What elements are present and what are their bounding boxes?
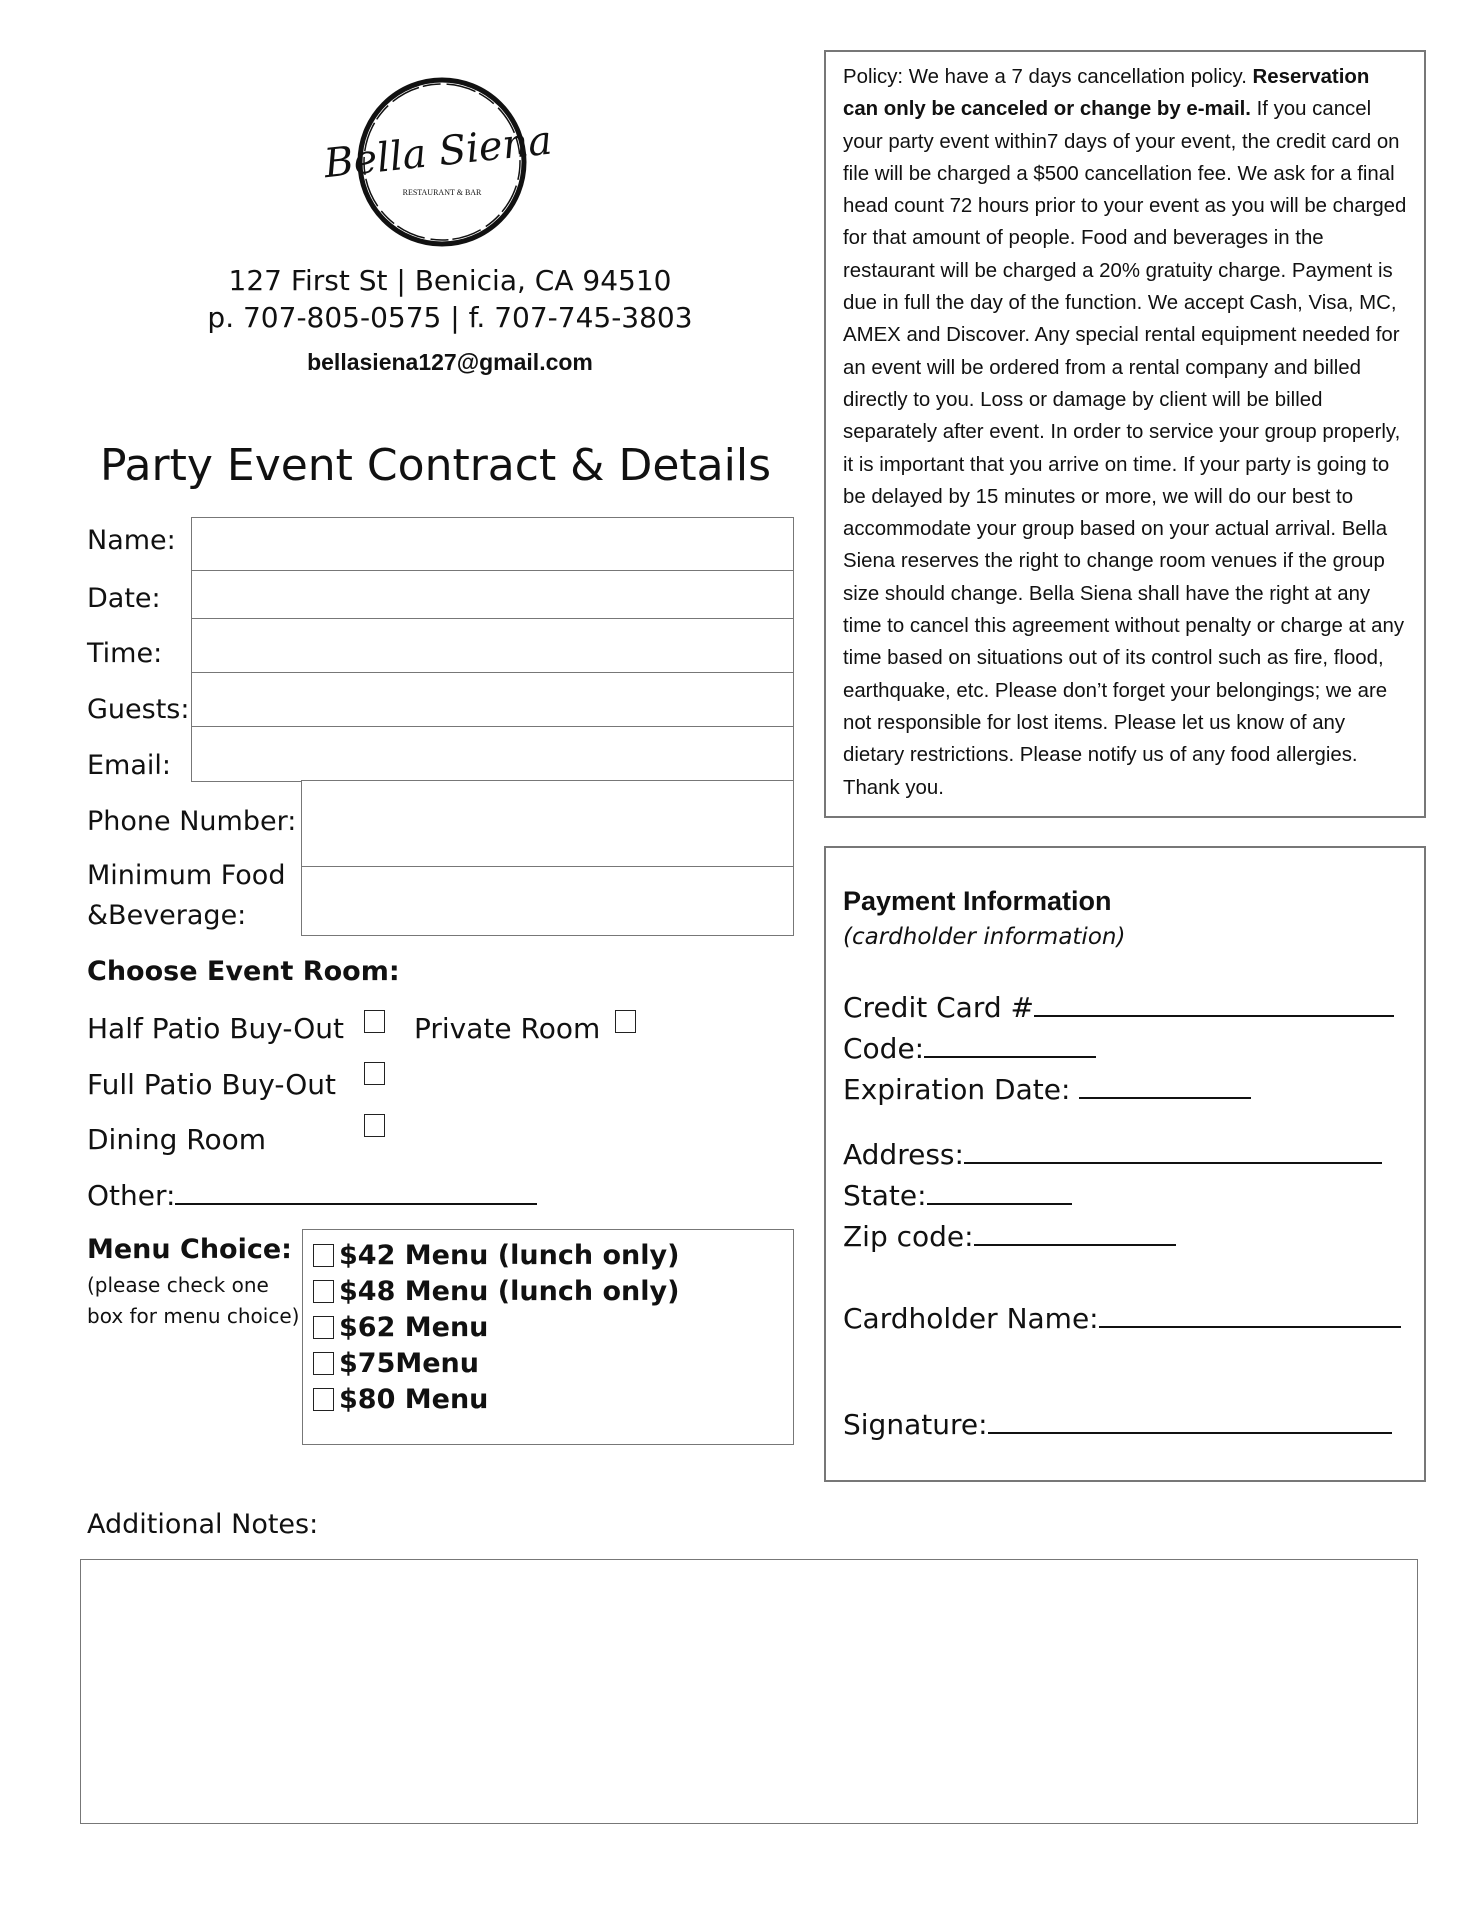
guests-field[interactable] [191,672,794,728]
phone-label: Phone Number: [87,806,297,837]
email-label: Email: [87,750,172,781]
restaurant-email: bellasiena127@gmail.com [307,349,593,375]
min-beverage-label: &Beverage: [87,900,247,931]
half-patio-label: Half Patio Buy-Out [87,1012,345,1045]
menu-checkbox[interactable] [313,1352,334,1375]
phone-field[interactable] [301,780,794,868]
address-label: Address: [843,1138,964,1171]
policy-lead: Policy: We have a 7 days cancellation policy. [843,66,1253,88]
code-label: Code: [843,1032,925,1065]
name-label: Name: [87,525,176,556]
menu-option-label: $42 Menu (lunch only) [339,1240,680,1271]
expiration-line[interactable] [1079,1075,1251,1099]
code-line[interactable] [924,1034,1096,1058]
expiration-field[interactable] [843,1073,1251,1106]
signature-field[interactable] [843,1408,1392,1441]
menu-note-line2: box for menu choice) [87,1304,300,1328]
bella-siena-logo [321,73,555,251]
menu-option-label: $48 Menu (lunch only) [339,1276,680,1307]
choose-room-heading: Choose Event Room: [87,956,400,987]
policy-bold-text: Reservation can only be canceled or change by e-mail. [843,66,1370,121]
credit-card-label: Credit Card # [843,991,1034,1024]
credit-card-field[interactable] [843,991,1394,1024]
min-food-beverage-field[interactable] [301,866,794,936]
menu-option-label: $75Menu [339,1348,479,1379]
code-field[interactable] [843,1032,1096,1065]
state-label: State: [843,1179,927,1212]
email-field[interactable] [191,726,794,782]
date-label: Date: [87,583,161,614]
additional-notes-field[interactable] [80,1559,1418,1824]
address-line[interactable] [964,1140,1382,1164]
dining-room-label: Dining Room [87,1123,267,1156]
menu-option[interactable] [313,1312,488,1343]
restaurant-address: 127 First St | Benicia, CA 94510 [228,264,672,297]
logo-tagline: RESTAURANT & BAR [402,188,482,197]
full-patio-label: Full Patio Buy-Out [87,1068,337,1101]
half-patio-checkbox[interactable] [364,1010,385,1033]
payment-heading: Payment Information [843,886,1112,916]
menu-option-label: $62 Menu [339,1312,489,1343]
date-field[interactable] [191,570,794,620]
address-field[interactable] [843,1138,1382,1171]
menu-checkbox[interactable] [313,1316,334,1339]
time-label: Time: [87,638,163,669]
name-field[interactable] [191,517,794,572]
credit-card-line[interactable] [1034,993,1394,1017]
zip-field[interactable] [843,1220,1176,1253]
time-field[interactable] [191,618,794,674]
menu-checkbox[interactable] [313,1388,334,1411]
cardholder-label: Cardholder Name: [843,1302,1099,1335]
policy-body: If you cancel your party event within7 days of your event, the credit card on file will be charged a $500 cancellation fee. We ask for a final head count 72 hours prior to your event as you will be charged for that amount of people. Food and beverages in the restaurant will be charged a 20% gratuity charge. Payment is due in full the day of the function. We accept Cash, Visa, MC, AMEX and Discover. Any special rental equipment needed for an event will be ordered from a rental company and billed directly to you. Loss or damage by client will be billed separately after event. In order to service your group properly, it is important that you arrive on time. If your party is going to be delayed by 15 minutes or more, we will do our best to accommodate your group based on your actual arrival. Bella Siena reserves the right to change room venues if the group size should change. Bella Siena shall have the right at any time to cancel this agreement without penalty or charge at any time based on situations out of its control such as fire, flood, earthquake, etc. Please don’t forget your belongings; we are not responsible for lost items. Please let us know of any dietary restrictions. Please notify us of any food allergies. Thank you. [843,98,1407,799]
private-room-label: Private Room [414,1012,601,1045]
logo-name: Bella Siena [321,117,555,188]
menu-option-label: $80 Menu [339,1384,489,1415]
guests-label: Guests: [87,694,190,725]
full-patio-checkbox[interactable] [364,1062,385,1085]
other-room[interactable] [87,1179,537,1212]
other-label: Other: [87,1179,176,1212]
payment-subheading: (cardholder information) [843,924,1126,950]
dining-room-checkbox[interactable] [364,1114,385,1137]
payment-info-box [824,846,1426,1482]
menu-option[interactable] [313,1384,488,1415]
menu-option[interactable] [313,1276,679,1307]
menu-choice-box [302,1229,794,1445]
zip-line[interactable] [974,1222,1176,1246]
restaurant-phone-fax: p. 707-805-0575 | f. 707-745-3803 [207,301,693,334]
cardholder-line[interactable] [1099,1304,1401,1328]
menu-choice-heading: Menu Choice: [87,1234,292,1265]
other-line[interactable] [175,1181,537,1205]
signature-label: Signature: [843,1408,988,1441]
expiration-label: Expiration Date: [843,1073,1080,1106]
state-field[interactable] [843,1179,1072,1212]
menu-checkbox[interactable] [313,1244,334,1267]
additional-notes-label: Additional Notes: [87,1509,319,1540]
signature-line[interactable] [988,1410,1392,1434]
menu-option[interactable] [313,1240,679,1271]
cancellation-policy-box [824,50,1426,818]
zip-label: Zip code: [843,1220,974,1253]
menu-note-line1: (please check one [87,1273,269,1297]
menu-option[interactable] [313,1348,479,1379]
menu-checkbox[interactable] [313,1280,334,1303]
state-line[interactable] [927,1181,1072,1205]
min-food-label: Minimum Food [87,860,286,891]
page-title: Party Event Contract & Details [100,440,772,491]
cardholder-field[interactable] [843,1302,1401,1335]
private-room-checkbox[interactable] [615,1010,636,1033]
